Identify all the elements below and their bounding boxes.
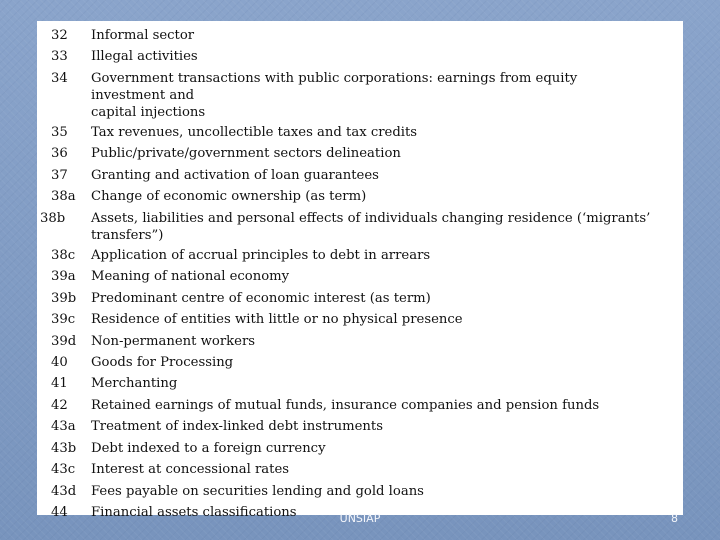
item-number: 34: [51, 70, 68, 86]
item-number: 39a: [51, 269, 76, 285]
item-text: Fees payable on securities lending and gold loans: [91, 483, 424, 499]
item-text: Informal sector: [91, 28, 195, 43]
item-number: 42: [51, 397, 68, 413]
item-number: 43d: [51, 483, 77, 499]
list-item: [37, 459, 683, 480]
list-item: [37, 208, 683, 245]
list-item: [37, 186, 683, 207]
item-number: 44: [51, 505, 68, 521]
item-number: 33: [51, 49, 68, 65]
page-number: 8: [671, 512, 678, 525]
item-text: Interest at concessional rates: [91, 462, 290, 478]
item-text: Treatment of index-linked debt instruments: [91, 419, 383, 435]
item-text: Predominant centre of economic interest (as term): [91, 290, 431, 306]
item-text: Public/private/government sectors delineation: [91, 146, 401, 162]
list-item: [37, 68, 683, 122]
item-number: 35: [51, 124, 68, 140]
item-text: Goods for Processing: [91, 354, 234, 370]
item-number: 39b: [51, 290, 77, 306]
list-item: [37, 309, 683, 330]
list-item: [37, 373, 683, 394]
item-text: Assets, liabilities and personal effects of individuals changing residence (‘migrants’ transfers”): [91, 210, 651, 243]
footer-label: UNSIAP: [339, 512, 381, 525]
item-text: Merchanting: [91, 376, 178, 392]
list-item: [37, 331, 683, 352]
item-text: Granting and activation of loan guarantees: [91, 167, 379, 183]
item-number: 32: [51, 28, 68, 43]
list-item: [37, 245, 683, 266]
item-number: 39d: [51, 333, 77, 349]
item-text: Financial assets classifications: [91, 505, 297, 521]
item-text: Retained earnings of mutual funds, insurance companies and pension funds: [91, 397, 600, 413]
item-number: 38c: [51, 247, 76, 263]
list-item: [37, 352, 683, 373]
item-number: 41: [51, 376, 68, 392]
item-text: Non-permanent workers: [91, 333, 256, 349]
item-number: 39c: [51, 312, 76, 328]
list-item: [37, 46, 683, 67]
slide-footer: [0, 512, 720, 532]
list-item: [37, 438, 683, 459]
list-item: [37, 25, 683, 46]
item-number: 36: [51, 146, 68, 162]
list-item: [37, 395, 683, 416]
list-item: [37, 165, 683, 186]
list-item: [37, 416, 683, 437]
item-text: Application of accrual principles to debt in arrears: [91, 247, 431, 263]
item-text: Government transactions with public corporations: earnings from equity investment and capital injections: [91, 70, 578, 120]
list-item: [37, 143, 683, 164]
item-number: 38a: [51, 189, 76, 205]
item-number: 38b: [40, 210, 66, 226]
item-number: 37: [51, 167, 68, 183]
list-item: [37, 266, 683, 287]
item-number: 43a: [51, 419, 76, 435]
list-item: [37, 288, 683, 309]
item-text: Tax revenues, uncollectible taxes and tax credits: [91, 124, 418, 140]
item-number: 40: [51, 354, 68, 370]
list-item: [37, 122, 683, 143]
item-text: Illegal activities: [91, 49, 198, 65]
item-text: Residence of entities with little or no physical presence: [91, 312, 463, 328]
item-text: Change of economic ownership (as term): [91, 189, 367, 205]
list-item: [37, 481, 683, 502]
item-text: Meaning of national economy: [91, 269, 290, 285]
item-text: Debt indexed to a foreign currency: [91, 440, 326, 456]
item-number: 43c: [51, 462, 76, 478]
item-number: 43b: [51, 440, 77, 456]
